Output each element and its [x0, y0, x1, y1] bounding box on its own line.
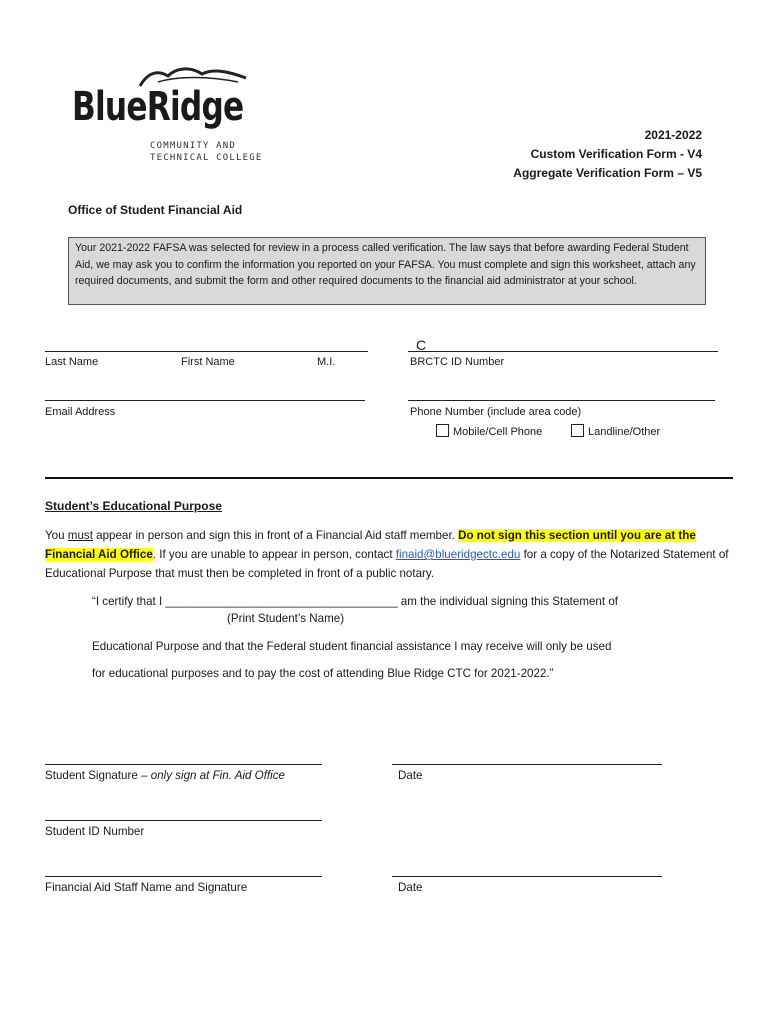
student-signature-line[interactable]	[45, 764, 322, 765]
landline-checkbox[interactable]	[571, 424, 584, 437]
certification-line2: Educational Purpose and that the Federal student financial assistance I may receive will only be used	[92, 640, 612, 653]
mobile-label: Mobile/Cell Phone	[453, 426, 543, 438]
mobile-option[interactable]	[436, 424, 542, 438]
office-title: Office of Student Financial Aid	[68, 203, 243, 217]
date-label-2: Date	[398, 881, 423, 894]
student-date-line[interactable]	[392, 764, 662, 765]
landline-option[interactable]	[571, 424, 660, 438]
phone-input-line[interactable]	[408, 400, 715, 401]
name-input-line[interactable]	[45, 351, 368, 352]
phone-label: Phone Number (include area code)	[410, 406, 582, 418]
date-label-1: Date	[398, 769, 423, 782]
student-id-label: Student ID Number	[45, 825, 145, 838]
highlight-warning: Do not sign this section until you are at the Financial Aid Office	[45, 529, 696, 561]
brctc-id-input-line[interactable]	[408, 351, 718, 352]
verification-notice: Your 2021-2022 FAFSA was selected for review in a process called verification. The law says that before awarding Federal Student Aid, we may ask you to confirm the information you reported on your FAFSA. You must complete and sign this worksheet, attach any required documents, and submit the form and other required documents to the financial aid administrator at your school.	[68, 237, 706, 305]
print-name-blank[interactable]: ____________________________________	[165, 595, 398, 608]
form-title-v4: Custom Verification Form - V4	[530, 147, 702, 161]
logo-wordmark: BlueRidge	[72, 84, 244, 130]
print-name-label: (Print Student’s Name)	[227, 612, 345, 625]
must-emphasis: must	[67, 529, 93, 542]
mi-label: M.I.	[317, 356, 336, 368]
staff-signature-line[interactable]	[45, 876, 322, 877]
first-name-label: First Name	[181, 356, 235, 368]
section-divider	[45, 477, 733, 479]
staff-date-line[interactable]	[392, 876, 662, 877]
educational-purpose-title: Student’s Educational Purpose	[45, 499, 222, 513]
email-label: Email Address	[45, 406, 116, 418]
brctc-id-label: BRCTC ID Number	[410, 356, 505, 368]
logo-subtitle: COMMUNITY AND TECHNICAL COLLEGE	[150, 141, 263, 163]
id-prefix: C	[416, 337, 427, 353]
student-signature-label: Student Signature – only sign at Fin. Aid Office	[45, 769, 285, 782]
certification-line1: “I certify that I ____________________________________ am the individual signing this Statement of	[92, 595, 618, 608]
student-id-line[interactable]	[45, 820, 322, 821]
form-title-v5: Aggregate Verification Form – V5	[513, 166, 702, 180]
certification-line3: for educational purposes and to pay the cost of attending Blue Ridge CTC for 2021-2022.”	[92, 667, 554, 680]
email-input-line[interactable]	[45, 400, 365, 401]
finaid-email-link[interactable]: finaid@blueridgectc.edu	[395, 548, 521, 561]
last-name-label: Last Name	[45, 356, 99, 368]
staff-signature-label: Financial Aid Staff Name and Signature	[45, 881, 248, 894]
educational-purpose-instructions: You must appear in person and sign this in front of a Financial Aid staff member. Do not sign this section until you are at the Financial Aid Office. If you are unable to appear in person, contact finaid@blueridgectc.edu for a copy of the Notarized Statement of Educational Purpose that must then be completed in front of a public notary.	[45, 529, 729, 580]
form-year: 2021-2022	[644, 128, 702, 142]
mobile-checkbox[interactable]	[436, 424, 449, 437]
landline-label: Landline/Other	[588, 426, 661, 438]
